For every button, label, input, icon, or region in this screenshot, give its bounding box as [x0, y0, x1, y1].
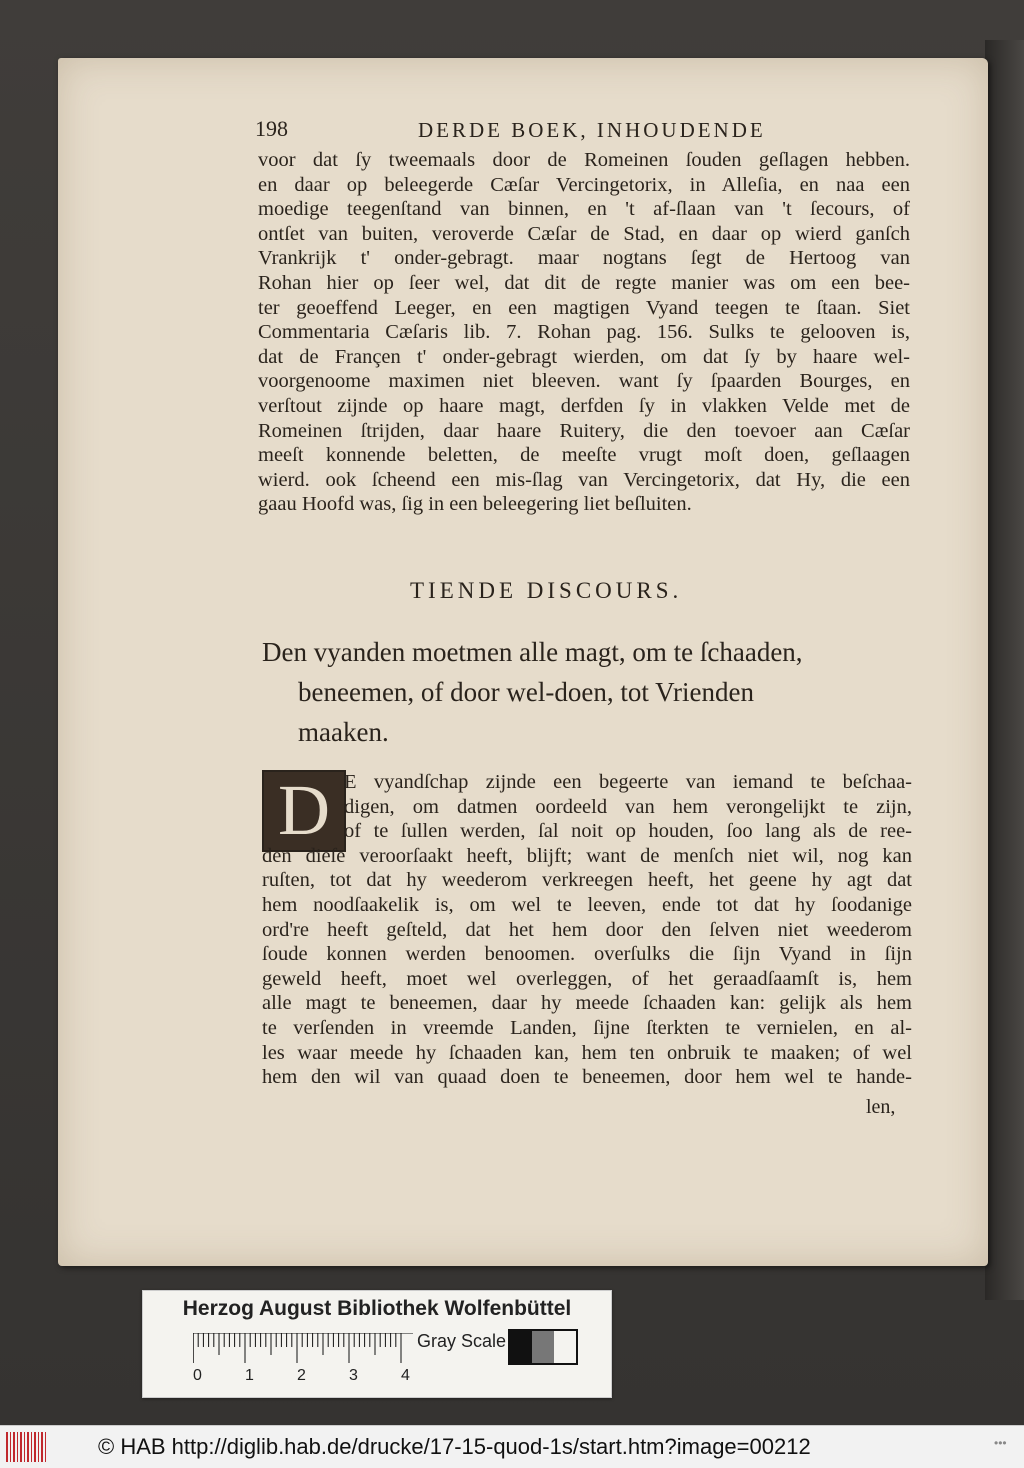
- gray-scale-label: Gray Scale: [417, 1331, 507, 1351]
- ruler-number: 1: [245, 1367, 254, 1384]
- text-line: E vyandſchap zijnde een begeerte van iemand te beſchaa-: [344, 771, 912, 793]
- ruler-scale: [193, 1333, 413, 1363]
- text-line: moedige teegenſtand van binnen, en 't af-ſlaan van 't ſecours, of: [258, 198, 910, 221]
- text-line: of te ſullen werden, ſal noit op houden, ſoo lang als de ree-: [344, 820, 912, 843]
- text-line: hem den wil van quaad doen te beneemen, door hem wel te hande-: [262, 1066, 912, 1089]
- text-line: voorgenoome maximen niet bleeven. want ſy ſpaarden Bourges, en: [258, 370, 910, 393]
- text-line: wierd. ook ſcheend een mis-ſlag van Vercingetorix, dat Hy, die een: [258, 468, 910, 491]
- ruler-number: 2: [297, 1367, 306, 1384]
- library-label-card: [142, 1290, 612, 1398]
- ruler-numbers: [188, 1367, 428, 1387]
- subtitle-line: Den vyanden moetmen alle magt, om te ſchaaden,: [262, 637, 803, 667]
- text-line: ord're heeft geſteld, dat het hem door den ſelven niet weederom: [262, 918, 912, 941]
- gray-scale-swatch: [508, 1329, 578, 1365]
- viewer-footer: [0, 1425, 1024, 1468]
- ruler-number: 4: [401, 1367, 410, 1384]
- text-line: les waar meede hy ſchaaden kan, hem ten onbruik te maaken; of wel: [262, 1041, 912, 1064]
- text-line: ter geoeffend Leeger, en een magtigen Vyand teegen te ſtaan. Siet: [258, 296, 910, 319]
- paragraph-1: [258, 148, 910, 517]
- text-line: hem noodſaakelik is, om wel te leeven, ende tot dat hy ſoodanige: [262, 893, 912, 916]
- library-name: Herzog August Bibliothek Wolfenbüttel: [182, 1297, 572, 1320]
- gray-swatch-black: [510, 1331, 532, 1363]
- subtitle-line: maaken.: [298, 717, 389, 747]
- text-line: den dieſe veroorſaakt heeft, blijft; want de menſch niet wil, nog kan: [262, 844, 912, 867]
- more-icon[interactable]: •••: [994, 1436, 1007, 1450]
- text-line: alle magt te beneemen, daar hy meede ſchaaden kan: gelijk als hem: [262, 992, 912, 1015]
- text-line: ſoude konnen werden benoomen. overſulks die ſijn Vyand in ſijn: [262, 943, 912, 966]
- subtitle-line: beneemen, of door wel-doen, tot Vrienden: [298, 677, 754, 707]
- text-line: geweld heeft, moet wel overleggen, of het geraadſaamſt is, hem: [262, 967, 912, 990]
- text-line: voor dat ſy tweemaals door de Romeinen ſouden geſlagen hebben.: [258, 149, 910, 171]
- text-line: en daar op beleegerde Cæſar Vercingetorix, in Alleſia, en naa een: [258, 173, 910, 196]
- paragraph-2: [262, 770, 912, 1090]
- section-title: TIENDE DISCOURS.: [410, 578, 683, 603]
- initial-letter: D: [278, 770, 330, 850]
- book-binding-edge: [985, 40, 1024, 1300]
- text-line: te verſenden in vreemde Landen, ſijne ſterkten te vernielen, en al-: [262, 1016, 912, 1039]
- text-line: Rohan hier op ſeer wel, dat dit de regte manier was om een bee-: [258, 271, 910, 294]
- text-line: gaau Hoofd was, ſig in een beleegering liet beſluiten.: [258, 493, 692, 516]
- page-number: 198: [255, 116, 288, 141]
- source-url[interactable]: © HAB http://diglib.hab.de/drucke/17-15-quod-1s/start.htm?image=00212: [98, 1434, 811, 1459]
- text-line: Vrankrijk t' onder-gebragt. maar nogtans ſegt de Hertoog van: [258, 247, 910, 270]
- text-line: verſtout zijnde op haare magt, derfden ſy in vlakken Velde met de: [258, 394, 910, 417]
- ruler-number: 3: [349, 1367, 358, 1384]
- text-line: meeſt konnende beletten, de meeſte vrugt moſt doen, geſlaagen: [258, 444, 910, 467]
- running-title: DERDE BOEK, INHOUDENDE: [418, 118, 766, 142]
- ruler-number: 0: [193, 1367, 202, 1384]
- gray-swatch-white: [554, 1331, 576, 1363]
- catchword: len,: [866, 1096, 896, 1118]
- section-subtitle: [262, 632, 912, 752]
- gray-swatch-mid: [532, 1331, 554, 1363]
- text-line: ruſten, tot dat hy weederom verkreegen heeft, het geene hy agt dat: [262, 869, 912, 892]
- text-line: Romeinen ſtrijden, daar haare Ruitery, die den toevoer aan Cæſar: [258, 419, 910, 442]
- text-line: dat de Françen t' onder-gebragt wierden, om dat ſy by haare wel-: [258, 345, 910, 368]
- text-line: Commentaria Cæſaris lib. 7. Rohan pag. 156. Sulks te gelooven is,: [258, 321, 910, 344]
- text-line: digen, om datmen oordeeld van hem verongelijkt te zijn,: [344, 795, 912, 818]
- text-line: ontſet van buiten, veroverde Cæſar de Stad, en daar op wierd ganſch: [258, 222, 910, 245]
- hab-logo-icon: [6, 1432, 46, 1462]
